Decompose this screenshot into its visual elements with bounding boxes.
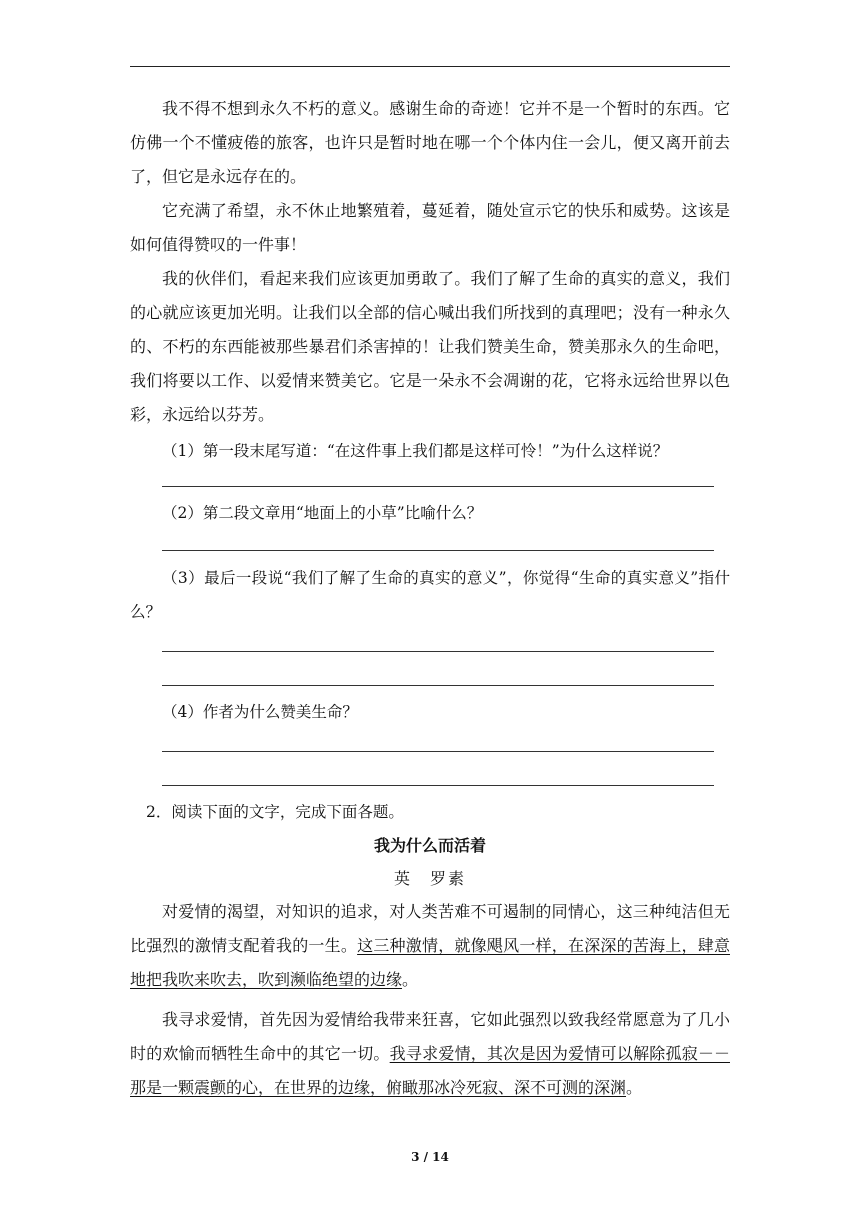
passage-paragraph-1: 我不得不想到永久不朽的意义。感谢生命的奇迹！它并不是一个暂时的东西。它仿佛一个不懂疲倦的旅客，也许只是暂时地在哪一个个体内住一会儿，便又离开前去了，但它是永远存在的。 [130, 99, 730, 186]
header-rule [130, 66, 730, 67]
question-4: （4）作者为什么赞美生命？ [162, 703, 358, 721]
task-2-instruction: 2．阅读下面的文字，完成下面各题。 [146, 803, 404, 821]
article-title: 我为什么而活着 [373, 836, 486, 855]
page-number: 3 / 14 [411, 1150, 449, 1164]
article-paragraph-1-underlined: 这三种激情，就像飓风一样，在深深的苦海上，肆意地把我吹来吹去，吹到濒临绝望的边缘 [130, 936, 730, 989]
article-paragraph-2-end: 。 [626, 1078, 643, 1097]
answer-line-2[interactable] [162, 550, 714, 551]
article-paragraph-1 [130, 895, 730, 997]
answer-line-3a[interactable] [162, 651, 714, 652]
article-paragraph-2-text: 我寻求爱情，首先因为爱情给我带来狂喜，它如此强烈以致我经常愿意为了几小时的欢愉而牺牲生命中的其它一切。 [130, 1010, 730, 1063]
answer-line-4b[interactable] [162, 785, 714, 786]
question-2: （2）第二段文章用“地面上的小草”比喻什么？ [162, 504, 483, 522]
answer-line-3b[interactable] [162, 685, 714, 686]
answer-line-4a[interactable] [162, 751, 714, 752]
question-1: （1）第一段末尾写道：“在这件事上我们都是这样可怜！”为什么这样说？ [162, 442, 669, 460]
article-author: 英 罗素 [393, 869, 466, 888]
question-3: （3）最后一段说“我们了解了生命的真实的意义”，你觉得“生命的真实意义”指什么？ [130, 569, 730, 621]
article-paragraph-1-end: 。 [402, 970, 419, 989]
passage-paragraph-2: 它充满了希望，永不休止地繁殖着，蔓延着，随处宣示它的快乐和威势。这该是如何值得赞叹的一件事！ [130, 201, 730, 254]
passage-paragraph-3: 我的伙伴们，看起来我们应该更加勇敢了。我们了解了生命的真实的意义，我们的心就应该更加光明。让我们以全部的信心喊出我们所找到的真理吧；没有一种永久的、不朽的东西能被那些暴君们杀害掉的！让我们赞美生命，赞美那永久的生命吧，我们将要以工作、以爱情来赞美它。它是一朵永不会凋谢的花，它将永远给世界以色彩，永远给以芬芳。 [130, 269, 730, 424]
article-paragraph-2 [130, 1003, 730, 1105]
answer-line-1[interactable] [162, 486, 714, 487]
page-content [130, 92, 730, 1105]
article-paragraph-2-underlined: 我寻求爱情，其次是因为爱情可以解除孤寂－－那是一颗震颤的心，在世界的边缘，俯瞰那冰冷死寂、深不可测的深渊 [130, 1044, 730, 1097]
article-paragraph-1-text: 对爱情的渴望，对知识的追求，对人类苦难不可遏制的同情心，这三种纯洁但无比强烈的激情支配着我的一生。 [130, 902, 730, 955]
